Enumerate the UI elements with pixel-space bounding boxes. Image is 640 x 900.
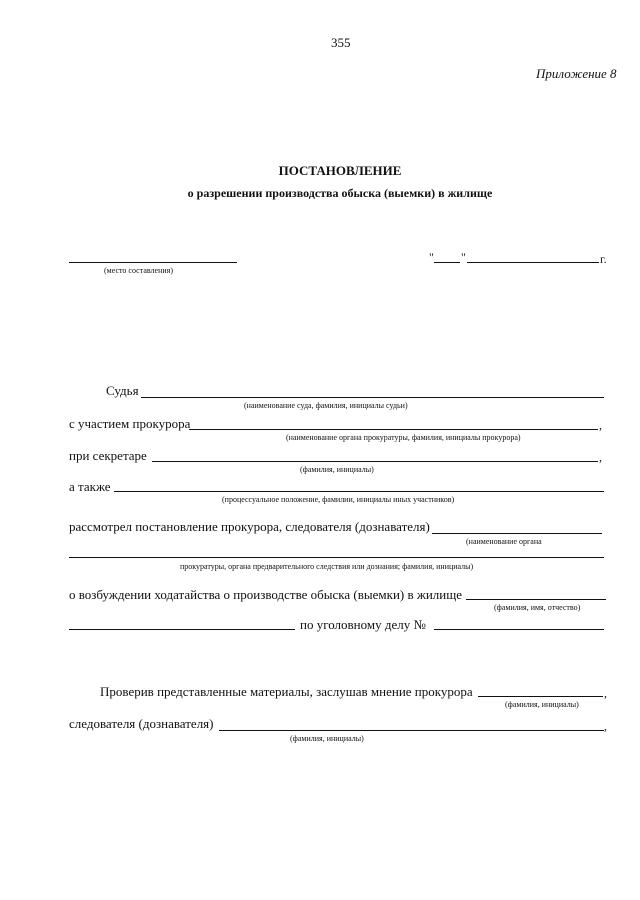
prosecutor-caption: (наименование органа прокуратуры, фамилия, инициалы прокурора) xyxy=(286,433,521,442)
secretary-field[interactable] xyxy=(152,461,598,462)
date-year-suffix: г. xyxy=(600,252,607,266)
reviewed-field-2[interactable] xyxy=(69,557,604,558)
document-title: ПОСТАНОВЛЕНИЕ xyxy=(278,163,402,178)
checked-comma: , xyxy=(604,686,607,700)
reviewed-caption-1: (наименование органа xyxy=(466,537,542,546)
page-number: 355 xyxy=(331,35,351,50)
checked-label: Проверив представленные материалы, заслушав мнение прокурора xyxy=(100,684,473,699)
secretary-label: при секретаре xyxy=(69,448,147,463)
prosecutor-field[interactable] xyxy=(189,429,598,430)
case-label: по уголовному делу № xyxy=(300,617,426,632)
date-day-field[interactable] xyxy=(434,262,460,263)
also-caption: (процессуальное положение, фамилии, инициалы иных участников) xyxy=(222,495,455,504)
reviewed-caption-2: прокуратуры, органа предварительного следствия или дознания; фамилия, инициалы) xyxy=(180,562,474,571)
checked-caption: (фамилия, инициалы) xyxy=(505,700,579,709)
investigator-caption: (фамилия, инициалы) xyxy=(290,734,364,743)
also-field[interactable] xyxy=(114,491,604,492)
case-person-field[interactable] xyxy=(69,629,295,630)
date-quote-close: " xyxy=(461,250,466,264)
date-quote-open: " xyxy=(429,250,434,264)
place-field[interactable] xyxy=(69,262,237,263)
investigator-label: следователя (дознавателя) xyxy=(69,716,214,731)
judge-caption: (наименование суда, фамилия, инициалы судьи) xyxy=(244,401,408,410)
secretary-caption: (фамилия, инициалы) xyxy=(300,465,374,474)
secretary-comma: , xyxy=(599,450,602,464)
place-caption: (место составления) xyxy=(104,266,173,275)
also-label: а также xyxy=(69,479,111,494)
prosecutor-comma: , xyxy=(599,418,602,432)
checked-field[interactable] xyxy=(478,696,603,697)
document-subtitle: о разрешении производства обыска (выемки) в жилище xyxy=(187,186,493,200)
investigator-comma: , xyxy=(604,719,607,733)
judge-label: Судья xyxy=(106,383,139,398)
date-month-year-field[interactable] xyxy=(467,262,599,263)
investigator-field[interactable] xyxy=(219,730,604,731)
reviewed-field[interactable] xyxy=(432,533,602,534)
case-number-field[interactable] xyxy=(434,629,604,630)
prosecutor-label: с участием прокурора xyxy=(69,416,191,431)
petition-caption: (фамилия, имя, отчество) xyxy=(494,603,581,612)
petition-label: о возбуждении ходатайства о производстве обыска (выемки) в жилище xyxy=(69,587,463,602)
appendix-label: Приложение 8 xyxy=(536,66,617,81)
reviewed-label: рассмотрел постановление прокурора, следователя (дознавателя) xyxy=(69,519,430,534)
petition-field[interactable] xyxy=(466,599,606,600)
judge-field[interactable] xyxy=(141,397,604,398)
